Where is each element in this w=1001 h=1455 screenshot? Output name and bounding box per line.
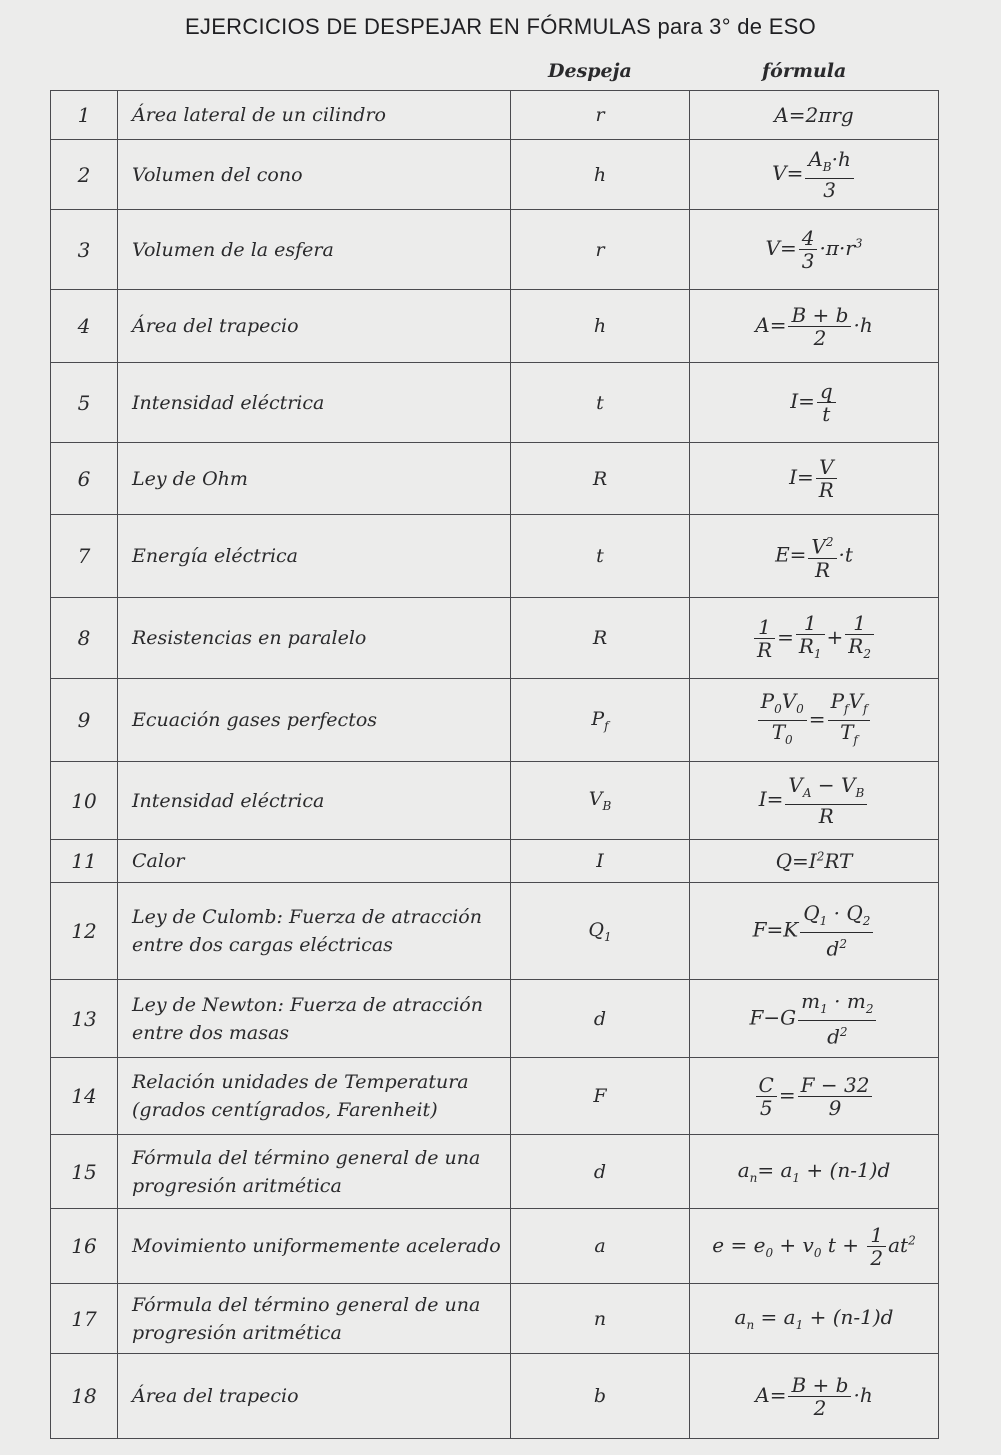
row-number: 1 <box>51 91 118 140</box>
row-description: Calor <box>118 840 511 883</box>
table-row <box>51 1135 939 1209</box>
row-formula: F−G $\frac{m_1 \cdot m_2}{d^2}$ <box>690 980 939 1058</box>
row-variable: $Q_1$ <box>511 883 690 980</box>
table-row <box>51 140 939 210</box>
page-title: EJERCICIOS DE DESPEJAR EN FÓRMULAS para 3° de ESO <box>184 14 817 39</box>
row-formula: F=K $\frac{Q_1 \cdot Q_2}{d^2}$ <box>690 883 939 980</box>
row-number: 3 <box>51 210 118 290</box>
row-description: Área del trapecio <box>118 1354 511 1439</box>
table-row <box>51 1058 939 1135</box>
table-row <box>51 840 939 883</box>
row-formula: $e = e_0 + v_0$ t + $\frac{1}{2}$ $at^2$ <box>690 1209 939 1284</box>
row-number: 15 <box>51 1135 118 1209</box>
table-row <box>51 883 939 980</box>
row-description: Fórmula del término general de una progresión aritmética <box>118 1284 511 1354</box>
row-variable: R <box>511 598 690 679</box>
table-row <box>51 290 939 363</box>
row-formula: I= $\frac{q}{t}$ <box>690 363 939 443</box>
row-variable: r <box>511 91 690 140</box>
table-row <box>51 443 939 515</box>
row-variable: t <box>511 363 690 443</box>
row-variable: t <box>511 515 690 598</box>
table-row <box>51 980 939 1058</box>
row-number: 16 <box>51 1209 118 1284</box>
row-number: 14 <box>51 1058 118 1135</box>
row-variable: I <box>511 840 690 883</box>
row-formula: $Q=I^2RT$ <box>690 840 939 883</box>
row-number: 17 <box>51 1284 118 1354</box>
row-variable: h <box>511 290 690 363</box>
row-description: Volumen de la esfera <box>118 210 511 290</box>
row-number: 5 <box>51 363 118 443</box>
row-formula: $\frac{P_0V_0}{T_0}$ = $\frac{P_fV_f}{T_f}$ <box>690 679 939 762</box>
row-variable: d <box>511 980 690 1058</box>
row-variable: $P_f$ <box>511 679 690 762</box>
row-formula: A= $\frac{B + b}{2}$ ·h <box>690 1354 939 1439</box>
row-formula: A=2πrg <box>690 91 939 140</box>
table-row <box>51 515 939 598</box>
row-formula: $a_n = a_1 + (n-1)d$ <box>690 1284 939 1354</box>
row-description: Fórmula del término general de una progresión aritmética <box>118 1135 511 1209</box>
row-number: 9 <box>51 679 118 762</box>
table-row <box>51 1209 939 1284</box>
row-description: Ley de Culomb: Fuerza de atracción entre dos cargas eléctricas <box>118 883 511 980</box>
header-formula: fórmula <box>762 60 847 82</box>
row-number: 10 <box>51 762 118 840</box>
row-number: 13 <box>51 980 118 1058</box>
table-row <box>51 1284 939 1354</box>
row-variable: d <box>511 1135 690 1209</box>
row-variable: r <box>511 210 690 290</box>
row-number: 11 <box>51 840 118 883</box>
row-formula: $\frac{C}{5}$ = $\frac{F - 32}{9}$ <box>690 1058 939 1135</box>
row-number: 18 <box>51 1354 118 1439</box>
row-variable: n <box>511 1284 690 1354</box>
row-variable: $V_B$ <box>511 762 690 840</box>
row-number: 12 <box>51 883 118 980</box>
table-row <box>51 363 939 443</box>
row-formula: I= $\frac{V}{R}$ <box>690 443 939 515</box>
row-description: Energía eléctrica <box>118 515 511 598</box>
table-row <box>51 598 939 679</box>
row-number: 8 <box>51 598 118 679</box>
table-row <box>51 210 939 290</box>
row-number: 2 <box>51 140 118 210</box>
row-formula: $a_n= a_1 + (n-1)d$ <box>690 1135 939 1209</box>
row-description: Intensidad eléctrica <box>118 762 511 840</box>
row-description: Ley de Ohm <box>118 443 511 515</box>
row-formula: A= $\frac{B + b}{2}$ ·h <box>690 290 939 363</box>
row-description: Ecuación gases perfectos <box>118 679 511 762</box>
header-despeja: Despeja <box>548 60 632 82</box>
row-description: Volumen del cono <box>118 140 511 210</box>
row-description: Ley de Newton: Fuerza de atracción entre dos masas <box>118 980 511 1058</box>
table-row <box>51 1354 939 1439</box>
table-row <box>51 679 939 762</box>
row-variable: F <box>511 1058 690 1135</box>
row-description: Movimiento uniformemente acelerado <box>118 1209 511 1284</box>
row-variable: b <box>511 1354 690 1439</box>
row-description: Resistencias en paralelo <box>118 598 511 679</box>
row-number: 7 <box>51 515 118 598</box>
row-formula: V= $\frac{4}{3}$ $\cdot\pi\cdot r^3$ <box>690 210 939 290</box>
row-variable: R <box>511 443 690 515</box>
table-row <box>51 762 939 840</box>
row-formula: $\frac{1}{R}$ = $\frac{1}{R_1}$ + $\frac{1}{R_2}$ <box>690 598 939 679</box>
table-row <box>51 91 939 140</box>
row-formula: E= $\frac{V^2}{R}$ ·t <box>690 515 939 598</box>
row-description: Área lateral de un cilindro <box>118 91 511 140</box>
row-description: Área del trapecio <box>118 290 511 363</box>
row-formula: I= $\frac{V_A - V_B}{R}$ <box>690 762 939 840</box>
row-number: 4 <box>51 290 118 363</box>
row-description: Relación unidades de Temperatura (grados centígrados, Farenheit) <box>118 1058 511 1135</box>
row-number: 6 <box>51 443 118 515</box>
row-description: Intensidad eléctrica <box>118 363 511 443</box>
row-variable: a <box>511 1209 690 1284</box>
row-variable: h <box>511 140 690 210</box>
row-formula: V= $\frac{A_B\cdot h}{3}$ <box>690 140 939 210</box>
exercise-table <box>50 90 939 1439</box>
